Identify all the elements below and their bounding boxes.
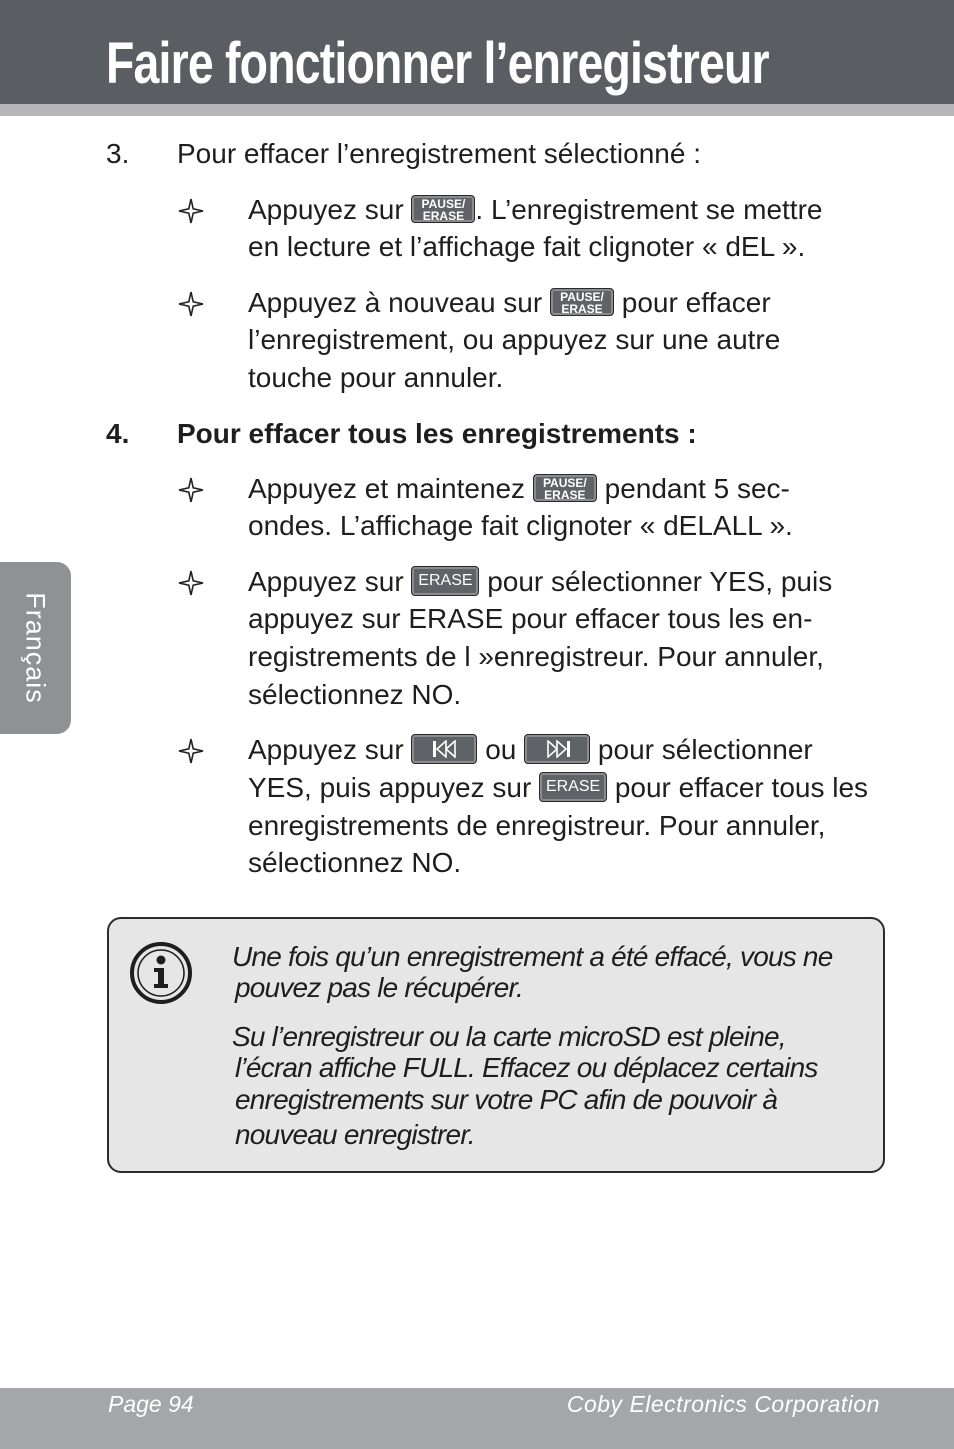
key-label: ERASE: [544, 487, 586, 502]
star-bullet-icon: [178, 738, 204, 764]
step4-bullet2-line3: registrements de l »enregistreur. Pour annuler,: [248, 641, 824, 672]
star-bullet-icon: [178, 291, 204, 317]
step3-bullet2-line2: l’enregistrement, ou appuyez sur une autre: [248, 324, 781, 355]
star-bullet-icon: [178, 477, 204, 503]
step4-heading: Pour effacer tous les enregistrements :: [177, 418, 697, 449]
skip-back-key: [411, 734, 477, 764]
step4-bullet3-line3: enregistrements de enregistreur. Pour annuler,: [248, 810, 826, 841]
step3-heading: Pour effacer l’enregistrement sélectionné :: [177, 138, 701, 169]
page-title: Faire fonctionner l’enregistreur: [106, 31, 769, 96]
step4-bullet1-line2: ondes. L’affichage fait clignoter « dELALL ».: [248, 510, 793, 541]
note-p2-line4: nouveau enregistrer.: [235, 1119, 475, 1150]
text-span: Appuyez et maintenez: [248, 473, 526, 504]
step3-number: 3.: [106, 138, 130, 169]
step3-bullet1-line1: [248, 195, 822, 226]
step3-bullet2-line3: touche pour annuler.: [248, 362, 504, 393]
note-p2-line1: Su l’enregistreur ou la carte microSD est pleine,: [232, 1021, 786, 1052]
step4-bullet3-line1: [248, 735, 813, 767]
text-span: . L’enregistrement se mettre: [475, 194, 823, 225]
text-span: Appuyez sur: [248, 194, 404, 225]
key-label: PAUSE/: [421, 196, 466, 211]
star-bullet-icon: [178, 198, 204, 224]
text-span: YES, puis appuyez sur: [248, 772, 532, 803]
erase-key: ERASE: [539, 772, 607, 802]
star-bullet-icon: [178, 570, 204, 596]
language-tab-label: Français: [20, 592, 51, 704]
note-p1-line2: pouvez pas le récupérer.: [235, 972, 523, 1003]
note-p1-line1: Une fois qu’un enregistrement a été effacé, vous ne: [232, 941, 833, 972]
step3-bullet2-line1: [248, 288, 771, 319]
text-span: Appuyez sur: [248, 734, 404, 765]
skip-forward-key: [524, 734, 590, 764]
key-label: PAUSE/: [560, 289, 604, 304]
header-rule: [0, 104, 954, 116]
page-number: Page 94: [108, 1391, 194, 1417]
step3-bullet1-line2: en lecture et l’affichage fait clignoter « dEL ».: [248, 231, 806, 262]
step4-number: 4.: [106, 418, 130, 449]
skip-back-icon: [432, 740, 458, 758]
text-span: Appuyez sur: [248, 566, 404, 597]
info-icon: [128, 940, 194, 1006]
skip-forward-icon: [545, 740, 571, 758]
text-span: ou: [485, 734, 517, 765]
text-span: pour effacer tous les: [614, 772, 869, 803]
key-label: PAUSE/: [542, 475, 587, 490]
step4-bullet3-line2: [248, 773, 868, 805]
step4-bullet2-line1: [248, 567, 832, 599]
pause-erase-key: [411, 195, 475, 223]
step4-bullet2-line4: sélectionnez NO.: [248, 679, 462, 710]
note-p2-line2: l’écran affiche FULL. Effacez ou déplacez certains: [235, 1052, 818, 1083]
step4-bullet1-line1: [248, 474, 790, 505]
company-name: Coby Electronics Corporation: [566, 1391, 880, 1417]
step4-bullet3-line4: sélectionnez NO.: [248, 847, 462, 878]
text-span: pour effacer: [621, 287, 771, 318]
text-span: Appuyez à nouveau sur: [248, 287, 543, 318]
text-span: pour sélectionner: [597, 734, 813, 765]
erase-key: ERASE: [411, 566, 479, 596]
text-span: pour sélectionner YES, puis: [487, 566, 833, 597]
step4-bullet2-line2: appuyez sur ERASE pour effacer tous les en-: [248, 603, 813, 634]
key-label: ERASE: [422, 208, 465, 223]
pause-erase-key: [533, 474, 597, 502]
key-label: ERASE: [561, 301, 603, 316]
language-tab: [0, 562, 71, 734]
pause-erase-key: [550, 288, 614, 316]
text-span: pendant 5 sec-: [604, 473, 790, 504]
note-p2-line3: enregistrements sur votre PC afin de pouvoir à: [235, 1084, 778, 1115]
